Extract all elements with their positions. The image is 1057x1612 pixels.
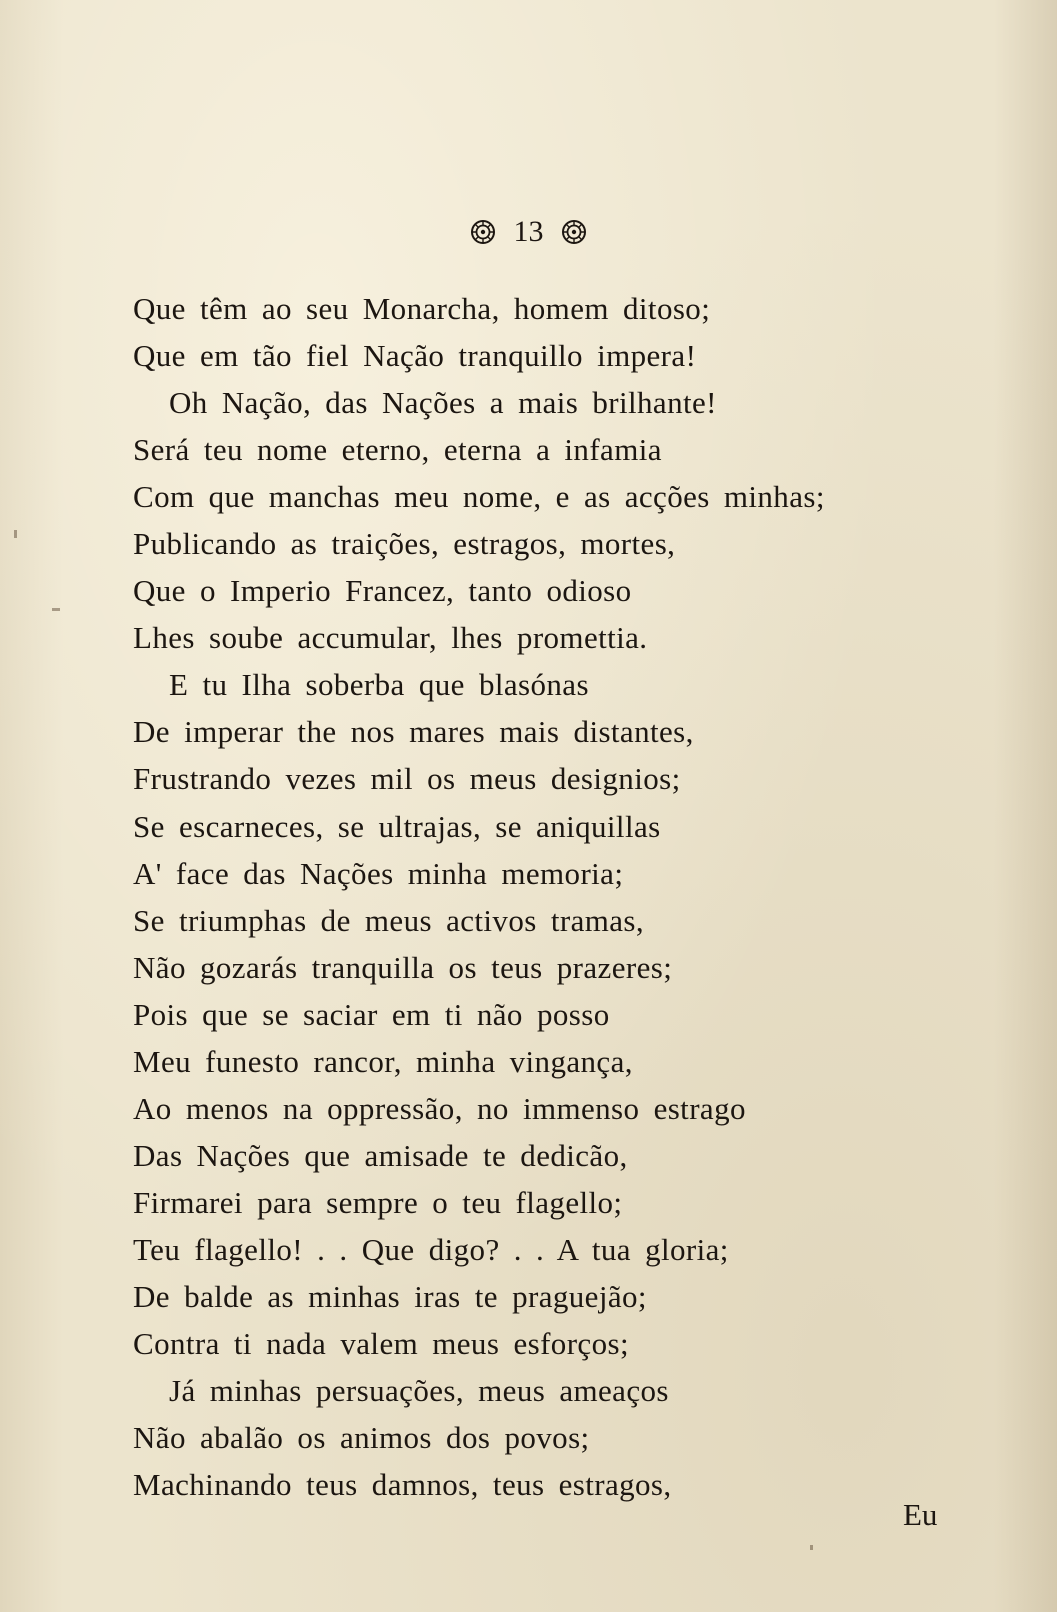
verse-line: Pois que se saciar em ti não posso	[133, 996, 610, 1032]
verse-line: De balde as minhas iras te praguejão;	[133, 1278, 647, 1314]
verse-line: Frustrando vezes mil os meus designios;	[133, 761, 681, 797]
verse-line: Já minhas persuações, meus ameaços	[169, 1373, 669, 1409]
paper-speck	[52, 608, 60, 611]
catchword: Eu	[903, 1497, 938, 1532]
verse-line: Se triumphas de meus activos tramas,	[133, 902, 645, 938]
verse-line: Será teu nome eterno, eterna a infamia	[133, 432, 662, 468]
verse-line: Das Nações que amisade te dedicão,	[133, 1137, 628, 1173]
page-number: 13	[513, 215, 544, 248]
verse-body	[133, 285, 993, 1508]
page-header	[0, 214, 1057, 250]
verse-line: Que o Imperio Francez, tanto odioso	[133, 573, 632, 609]
verse-line: Firmarei para sempre o teu flagello;	[133, 1184, 623, 1220]
verse-line: Publicando as traições, estragos, mortes,	[133, 526, 676, 562]
verse-line: Machinando teus damnos, teus estragos,	[133, 1467, 672, 1503]
paper-speck	[810, 1545, 813, 1550]
verse-line: Se escarneces, se ultrajas, se aniquillas	[133, 808, 661, 844]
paper-speck	[14, 530, 17, 538]
rosette-ornament-icon	[561, 218, 587, 244]
verse-line: Que em tão fiel Nação tranquillo impera!	[133, 338, 697, 374]
verse-line: De imperar the nos mares mais distantes,	[133, 714, 694, 750]
verse-line: Meu funesto rancor, minha vingança,	[133, 1043, 633, 1079]
verse-line: Teu flagello! . . Que digo? . . A tua gloria;	[133, 1231, 729, 1267]
verse-line: Não gozarás tranquilla os teus prazeres;	[133, 949, 673, 985]
verse-line: Não abalão os animos dos povos;	[133, 1420, 590, 1456]
verse-line: Lhes soube accumular, lhes promettia.	[133, 620, 648, 656]
verse-line: Oh Nação, das Nações a mais brilhante!	[169, 385, 717, 421]
verse-line: Que têm ao seu Monarcha, homem ditoso;	[133, 291, 711, 326]
verse-line: E tu Ilha soberba que blasónas	[169, 667, 589, 703]
verse-line: Com que manchas meu nome, e as acções minhas;	[133, 479, 825, 515]
verse-line: Contra ti nada valem meus esforços;	[133, 1326, 629, 1362]
verse-line: Ao menos na oppressão, no immenso estrago	[133, 1090, 746, 1126]
verse-line: A' face das Nações minha memoria;	[133, 855, 624, 891]
rosette-ornament-icon	[470, 218, 496, 244]
